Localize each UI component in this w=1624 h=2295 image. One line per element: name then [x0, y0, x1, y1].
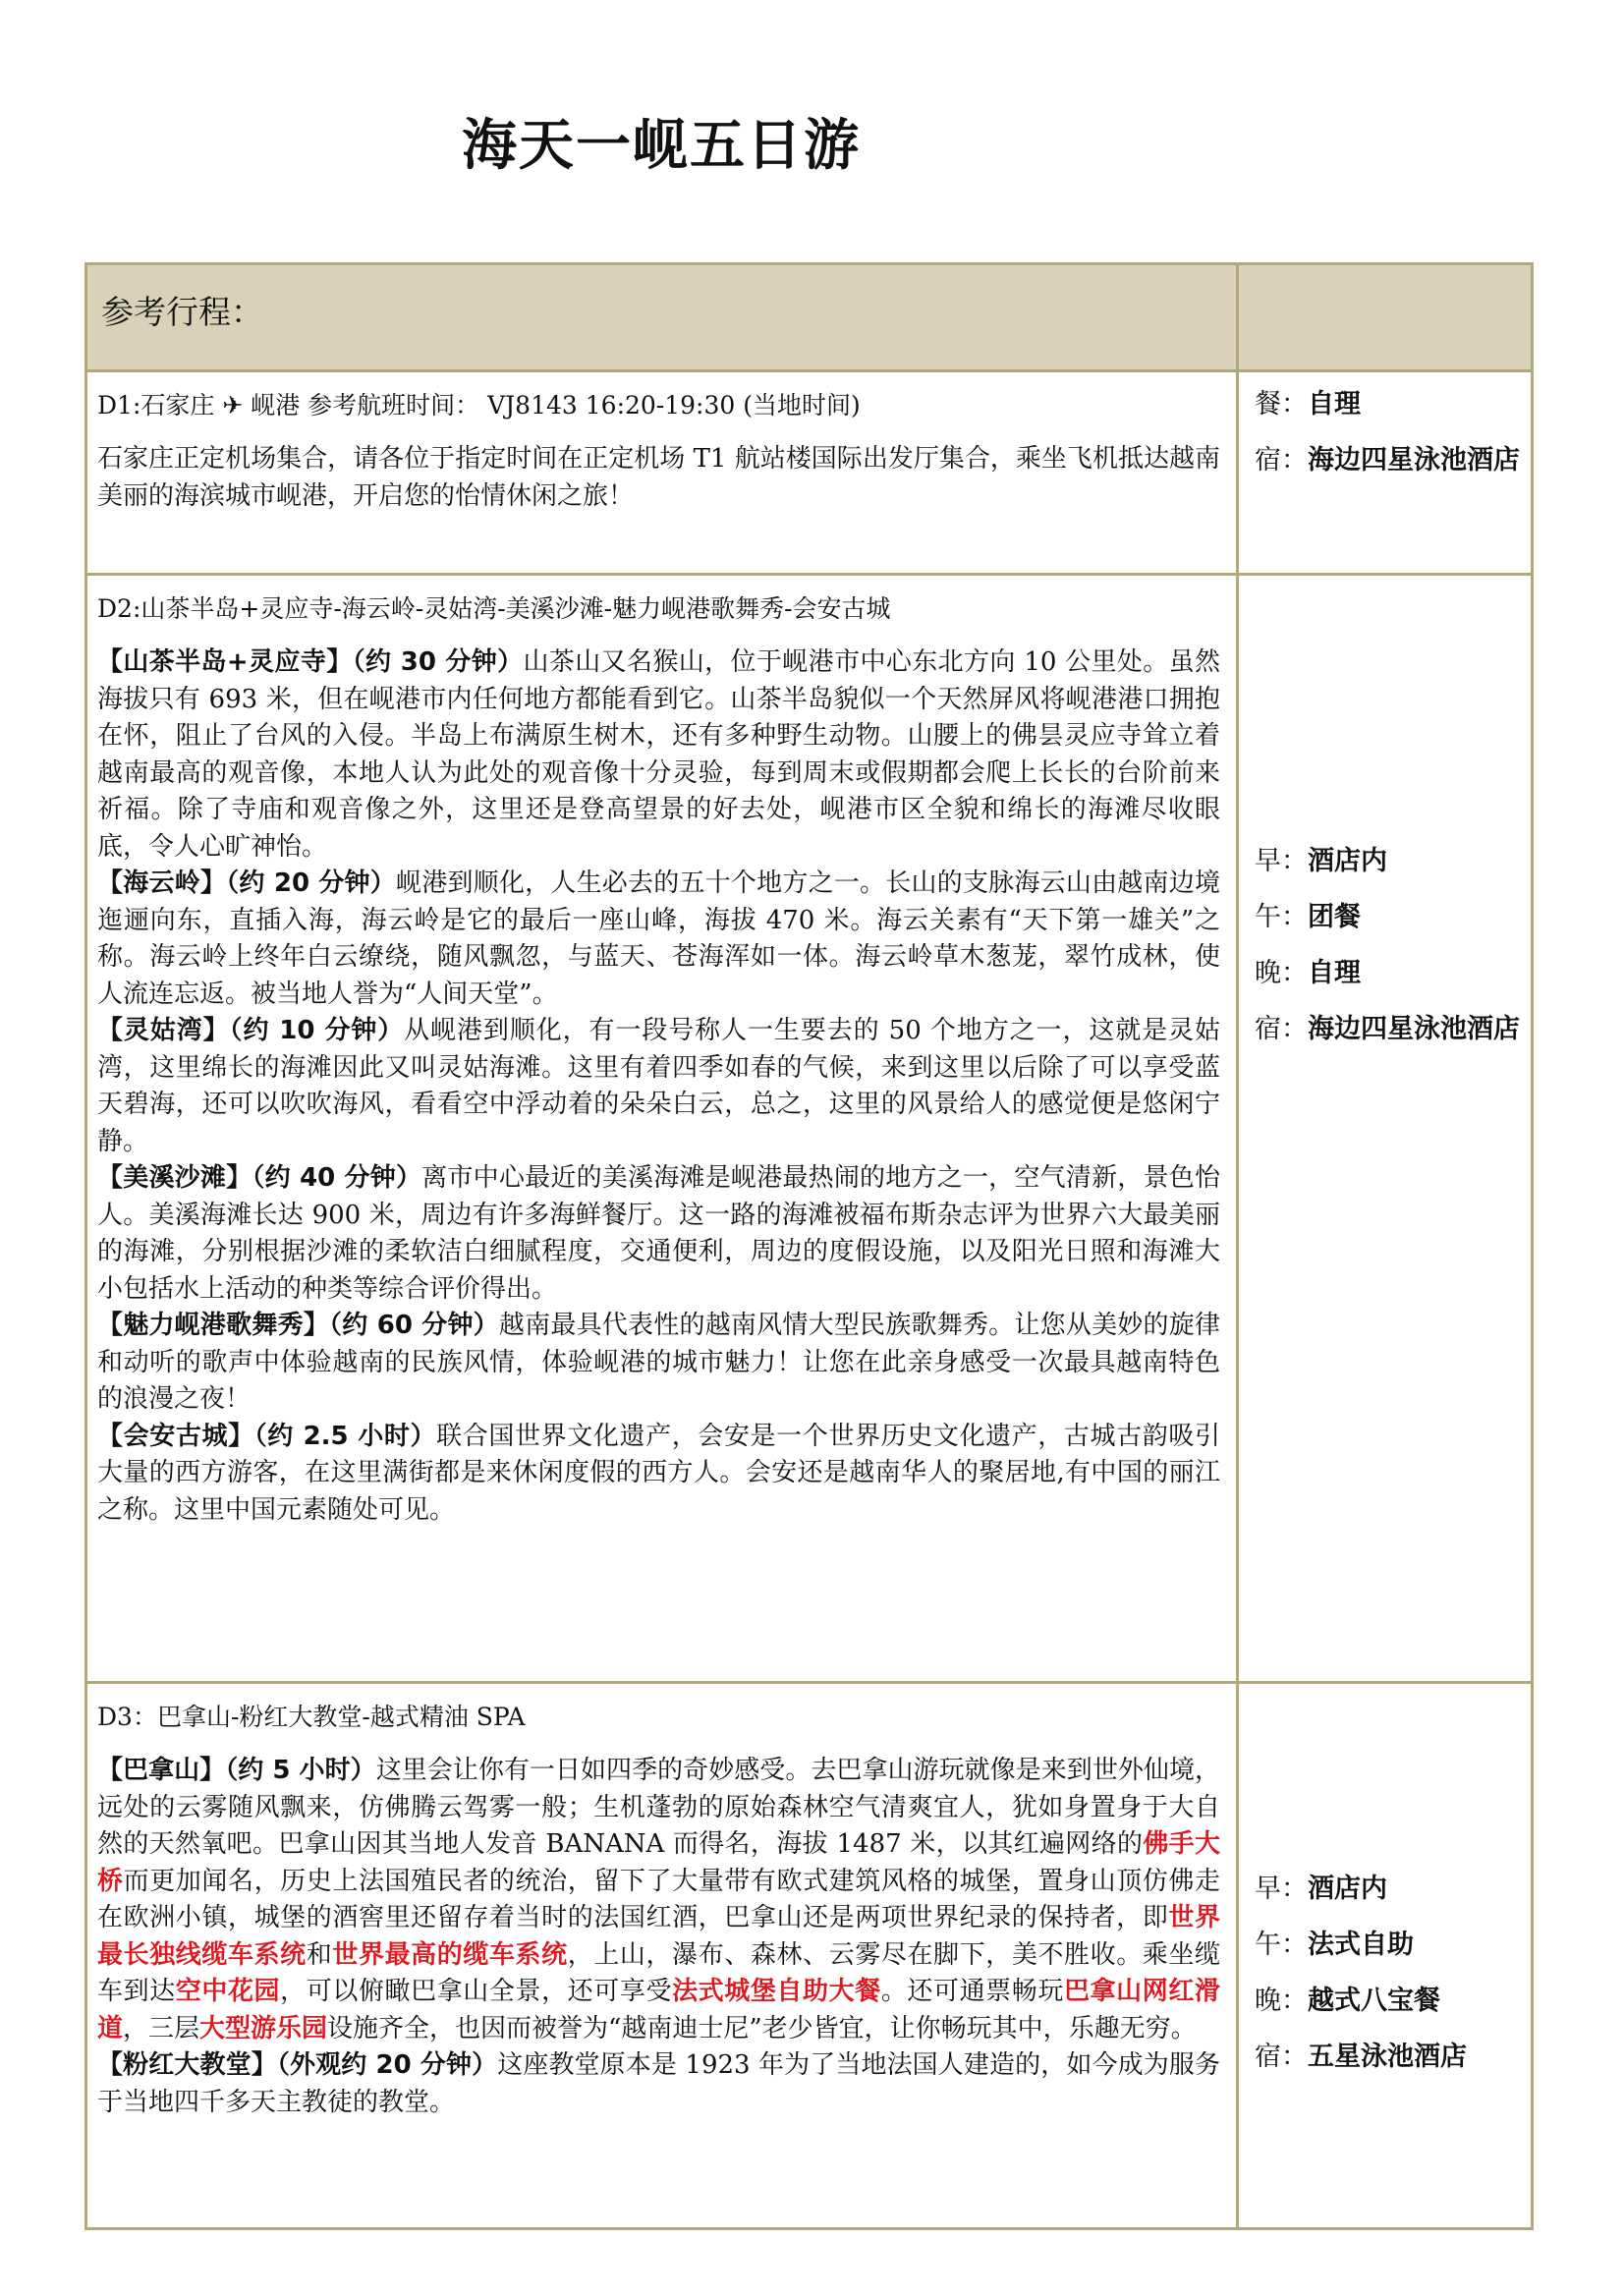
- day-1-row: [86, 371, 1533, 575]
- section-text: ，上山，瀑布、森林、云雾尽在脚下，美不胜收。乘坐缆车到达: [97, 1939, 1220, 2006]
- itinerary-table: [84, 262, 1534, 2230]
- dinner-line: [1255, 955, 1521, 991]
- section-text: 这里会让你有一日如四季的奇妙感受。去巴拿山游玩就像是来到世外仙境，远处的云雾随风飘来，仿佛腾云驾雾一般；生机蓬勃的原始森林空气清爽宜人，犹如身置身于大自然的天然氧吧。巴拿山因其当地人发音 BANANA 而得名，海拔 1487 米，以其红遍网络的: [97, 1756, 1220, 1859]
- section-haiyun: [97, 866, 1220, 1013]
- table-header-empty-cell: [1238, 264, 1533, 371]
- breakfast-label: 早：: [1255, 1874, 1308, 1904]
- dinner-line: [1255, 1983, 1521, 2019]
- dinner-value: 越式八宝餐: [1308, 1986, 1440, 2016]
- section-heading: 【灵姑湾】（约 10 分钟）: [97, 1016, 405, 1045]
- page-title: 海天一岘五日游: [462, 114, 861, 178]
- stay-value: 五星泳池酒店: [1308, 2042, 1467, 2072]
- day-2-row: [86, 575, 1533, 1683]
- section-text: 这座教堂原本是 1923 年为了当地法国人建造的，如今成为服务于当地四千多天主教徒的教堂。: [97, 2050, 1220, 2117]
- stay-line: [1255, 2039, 1521, 2075]
- section-bana: [97, 1753, 1220, 2047]
- day-1-meals: [1238, 371, 1533, 575]
- stay-label: 宿：: [1255, 1014, 1308, 1044]
- section-heading: 【粉红大教堂】（外观约 20 分钟）: [97, 2050, 498, 2080]
- breakfast-value: 酒店内: [1308, 1874, 1387, 1904]
- lunch-line: [1255, 899, 1521, 935]
- section-text: ，可以俯瞰巴拿山全景，还可享受: [280, 1977, 673, 2006]
- section-heading: 【海云岭】（约 20 分钟）: [97, 868, 396, 898]
- dinner-label: 晚：: [1255, 958, 1308, 988]
- day-3-row: [86, 1683, 1533, 2229]
- section-heading: 【巴拿山】（约 5 小时）: [97, 1756, 376, 1785]
- day-2-description: [87, 644, 1236, 1529]
- day-2-meals: [1238, 575, 1533, 1683]
- day-1-content: [86, 371, 1238, 575]
- dinner-value: 自理: [1308, 958, 1361, 988]
- highlight-text: 空中花园: [175, 1977, 281, 2006]
- section-heading: 【山茶半岛+灵应寺】（约 30 分钟）: [97, 647, 524, 677]
- day-3-description: [87, 1753, 1236, 2121]
- highlight-text: 世界最长独线缆车系统: [97, 1903, 1220, 1970]
- meal-line: [1255, 386, 1521, 422]
- day-3-title: D3：巴拿山-粉红大教堂-越式精油 SPA: [97, 1703, 526, 1731]
- breakfast-line: [1255, 1871, 1521, 1907]
- breakfast-line: [1255, 843, 1521, 879]
- highlight-text: 法式城堡自助大餐: [672, 1977, 881, 2006]
- section-text: 从岘港到顺化，有一段号称人一生要去的 50 个地方之一，这就是灵姑湾，这里绵长的海滩因此又叫灵姑海滩。这里有着四季如春的气候，来到这里以后除了可以享受蓝天碧海，还可以吹吹海风，看看空中浮动着的朵朵白云，总之，这里的风景给人的感觉便是悠闲宁静。: [97, 1016, 1220, 1156]
- lunch-label: 午：: [1255, 1930, 1308, 1960]
- day-2-meal-list: [1239, 576, 1531, 1047]
- section-pink-church: [97, 2047, 1220, 2121]
- day-1-text: 石家庄正定机场集合，请各位于指定时间在正定机场 T1 航站楼国际出发厅集合，乘坐飞机抵达越南美丽的海滨城市岘港，开启您的怡情休闲之旅！: [97, 444, 1220, 511]
- day-3-meals: [1238, 1683, 1533, 2229]
- meal-value: 自理: [1308, 389, 1361, 420]
- section-text: 岘港到顺化，人生必去的五十个地方之一。长山的支脉海云山由越南边境迤逦向东，直插入海，海云岭是它的最后一座山峰，海拔 470 米。海云关素有“天下第一雄关”之称。海云岭上终年白云缭绕，随风飘忽，与蓝天、苍海浑如一体。海云岭草木葱茏，翠竹成林，使人流连忘返。被当地人誉为“人间天堂”。: [97, 868, 1220, 1009]
- section-heading: 【魅力岘港歌舞秀】（约 60 分钟）: [97, 1311, 499, 1340]
- stay-line: [1255, 442, 1521, 478]
- stay-value: 海边四星泳池酒店: [1308, 1014, 1520, 1044]
- section-text: 设施齐全，也因而被誉为“越南迪士尼”老少皆宜，让你畅玩其中，乐趣无穷。: [327, 2013, 1197, 2043]
- section-show: [97, 1308, 1220, 1419]
- section-linggu: [97, 1013, 1220, 1160]
- section-text: 越南最具代表性的越南风情大型民族歌舞秀。让您从美妙的旋律和动听的歌声中体验越南的民族风情，体验岘港的城市魅力！让您在此亲身感受一次最具越南特色的浪漫之夜！: [97, 1311, 1220, 1414]
- day-2-title: D2:山茶半岛+灵应寺-海云岭-灵姑湾-美溪沙滩-魅力岘港歌舞秀-会安古城: [97, 594, 891, 623]
- highlight-text: 大型游乐园: [199, 2013, 328, 2043]
- day-1-title: D1:石家庄 ✈ 岘港 参考航班时间： VJ8143 16:20-19:30 (当地时间): [97, 391, 861, 420]
- stay-line: [1255, 1011, 1521, 1047]
- highlight-text: 佛手大桥: [97, 1829, 1220, 1896]
- lunch-label: 午：: [1255, 902, 1308, 932]
- day-1-meal-list: [1239, 372, 1531, 478]
- stay-label: 宿：: [1255, 2042, 1308, 2072]
- stay-label: 宿：: [1255, 445, 1308, 476]
- section-text: 联合国世界文化遗产，会安是一个世界历史文化遗产，古城古韵吸引大量的西方游客，在这里满街都是来休闲度假的西方人。会安还是越南华人的聚居地,有中国的丽江之称。这里中国元素随处可见。: [97, 1421, 1220, 1525]
- day-3-content: [86, 1683, 1238, 2229]
- section-text: ，三层: [123, 2013, 200, 2043]
- highlight-text: 巴拿山网红滑道: [97, 1977, 1220, 2043]
- lunch-value: 团餐: [1308, 902, 1361, 932]
- section-heading: 【美溪沙滩】（约 40 分钟）: [97, 1163, 422, 1193]
- section-text: 离市中心最近的美溪海滩是岘港最热闹的地方之一，空气清新，景色怡人。美溪海滩长达 900 米，周边有许多海鲜餐厅。这一路的海滩被福布斯杂志评为世界六大最美丽的海滩，分别根据沙滩的柔软洁白细腻程度，交通便利，周边的度假设施，以及阳光日照和海滩大小包括水上活动的种类等综合评价得出。: [97, 1163, 1220, 1304]
- section-text: 。还可通票畅玩: [880, 1977, 1064, 2006]
- table-header-row: [86, 264, 1533, 371]
- section-text: 山茶山又名猴山，位于岘港市中心东北方向 10 公里处。虽然海拔只有 693 米，但在岘港市内任何地方都能看到它。山茶半岛貌似一个天然屏风将岘港港口拥抱在怀，阻止了台风的入侵。半岛上布满原生树木，还有多种野生动物。山腰上的佛昙灵应寺耸立着越南最高的观音像，本地人认为此处的观音像十分灵验，每到周末或假期都会爬上长长的台阶前来祈福。除了寺庙和观音像之外，这里还是登高望景的好去处，岘港市区全貌和绵长的海滩尽收眼底，令人心旷神怡。: [97, 647, 1220, 862]
- breakfast-value: 酒店内: [1308, 846, 1387, 876]
- day-2-content: [86, 575, 1238, 1683]
- section-shancha: [97, 644, 1220, 866]
- day-1-description: [87, 441, 1236, 515]
- lunch-value: 法式自助: [1308, 1930, 1414, 1960]
- dinner-label: 晚：: [1255, 1986, 1308, 2016]
- breakfast-label: 早：: [1255, 846, 1308, 876]
- day-3-meal-list: [1239, 1684, 1531, 2075]
- section-hoian: [97, 1419, 1220, 1530]
- reference-itinerary-label: 参考行程：: [101, 293, 263, 331]
- section-text: 和: [306, 1939, 333, 1970]
- stay-value: 海边四星泳池酒店: [1308, 445, 1520, 476]
- section-heading: 【会安古城】（约 2.5 小时）: [97, 1421, 437, 1451]
- highlight-text: 世界最高的缆车系统: [332, 1939, 568, 1970]
- table-header-cell: [86, 264, 1238, 371]
- section-text: 而更加闻名，历史上法国殖民者的统治，留下了大量带有欧式建筑风格的城堡，置身山顶仿佛走在欧洲小镇，城堡的酒窖里还留存着当时的法国红酒，巴拿山还是两项世界纪录的保持者，即: [97, 1866, 1220, 1932]
- meal-label: 餐：: [1255, 389, 1308, 420]
- lunch-line: [1255, 1927, 1521, 1963]
- section-meixi: [97, 1160, 1220, 1308]
